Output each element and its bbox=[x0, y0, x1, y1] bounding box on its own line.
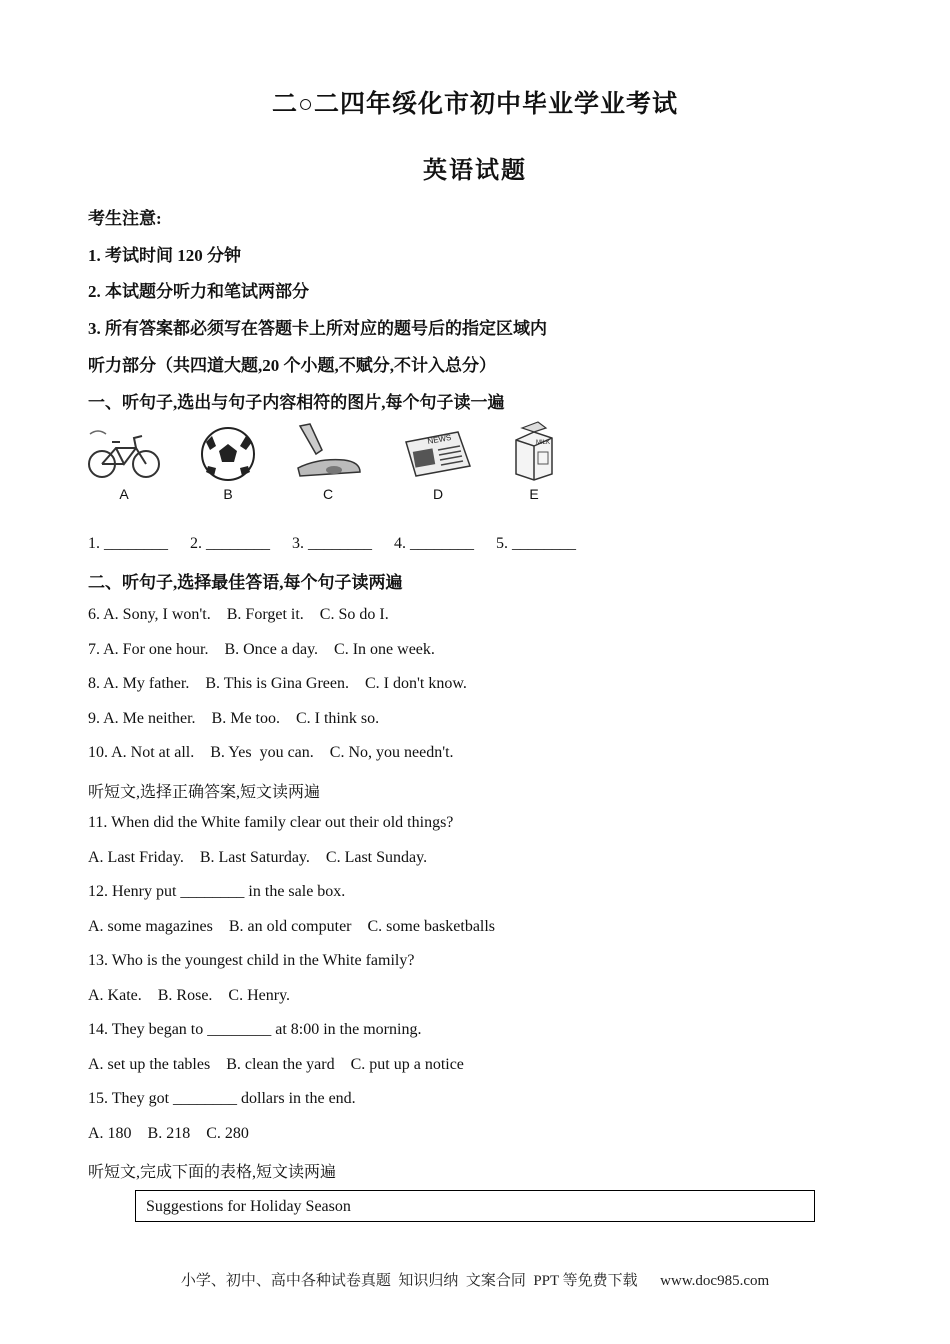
table-title: Suggestions for Holiday Season bbox=[146, 1198, 351, 1215]
part3-heading: 听短文,选择正确答案,短文读两遍 bbox=[88, 784, 321, 801]
question-line: 10. A. Not at all. B. Yes you can. C. No, you needn't. bbox=[88, 744, 454, 761]
question-line: 13. Who is the youngest child in the White family? bbox=[88, 952, 415, 969]
newspaper-icon bbox=[398, 420, 478, 485]
question-line: 9. A. Me neither. B. Me too. C. I think so. bbox=[88, 710, 380, 727]
answer-blank[interactable]: 4. ________ bbox=[394, 535, 474, 552]
answer-blanks bbox=[88, 535, 594, 553]
question-line: 12. Henry put ________ in the sale box. bbox=[88, 883, 346, 900]
picture-option-b bbox=[188, 420, 268, 510]
options-line: A. 180 B. 218 C. 280 bbox=[88, 1125, 249, 1142]
question-line: 14. They began to ________ at 8:00 in the morning. bbox=[88, 1021, 422, 1038]
milk-carton-icon bbox=[494, 420, 574, 485]
picture-option-d bbox=[398, 420, 478, 510]
picture-option-e bbox=[494, 420, 574, 510]
picture-option-a bbox=[84, 420, 164, 510]
note-item: 1. 考试时间 120 分钟 bbox=[88, 246, 241, 265]
options-line: A. some magazines B. an old computer C. some basketballs bbox=[88, 918, 496, 935]
exam-subtitle: 英语试题 bbox=[423, 158, 527, 184]
part4-heading: 听短文,完成下面的表格,短文读两遍 bbox=[88, 1164, 337, 1181]
part1-heading: 一、听句子,选出与句子内容相符的图片,每个句子读一遍 bbox=[88, 393, 505, 412]
answer-blank[interactable]: 2. ________ bbox=[190, 535, 270, 552]
picture-label: E bbox=[529, 486, 539, 502]
picture-label: B bbox=[223, 486, 233, 502]
options-line: A. Last Friday. B. Last Saturday. C. Last Sunday. bbox=[88, 849, 428, 866]
note-item: 2. 本试题分听力和笔试两部分 bbox=[88, 282, 309, 301]
answer-blank[interactable]: 1. ________ bbox=[88, 535, 168, 552]
note-item: 3. 所有答案都必须写在答题卡上所对应的题号后的指定区域内 bbox=[88, 319, 547, 338]
options-line: A. set up the tables B. clean the yard C. put up a notice bbox=[88, 1056, 464, 1073]
exam-title: 二○二四年绥化市初中毕业学业考试 bbox=[271, 91, 679, 118]
picture-label: C bbox=[322, 486, 334, 502]
question-line: 8. A. My father. B. This is Gina Green. C. I don't know. bbox=[88, 675, 467, 692]
svg-text:NEWS: NEWS bbox=[426, 432, 452, 446]
picture-option-c bbox=[288, 420, 368, 510]
answer-blank[interactable]: 3. ________ bbox=[292, 535, 372, 552]
options-line: A. Kate. B. Rose. C. Henry. bbox=[88, 987, 291, 1004]
page-footer: 小学、初中、高中各种试卷真题 知识归纳 文案合同 PPT 等免费下载 www.doc985.com bbox=[180, 1273, 770, 1289]
soccer-ball-icon bbox=[188, 420, 268, 485]
notes-heading: 考生注意: bbox=[88, 209, 162, 228]
question-line: 7. A. For one hour. B. Once a day. C. In one week. bbox=[88, 641, 435, 658]
picture-label: A bbox=[119, 486, 129, 502]
svg-text:MILK: MILK bbox=[536, 440, 551, 446]
shoe-icon bbox=[288, 420, 368, 485]
listening-heading: 听力部分（共四道大题,20 个小题,不赋分,不计入总分） bbox=[88, 356, 496, 375]
question-line: 6. A. Sony, I won't. B. Forget it. C. So do I. bbox=[88, 606, 389, 623]
picture-options bbox=[84, 420, 584, 510]
bicycle-icon bbox=[84, 420, 164, 485]
question-line: 11. When did the White family clear out their old things? bbox=[88, 814, 454, 831]
answer-blank[interactable]: 5. ________ bbox=[496, 535, 576, 552]
part2-heading: 二、听句子,选择最佳答语,每个句子读两遍 bbox=[88, 573, 403, 592]
question-line: 15. They got ________ dollars in the end. bbox=[88, 1090, 356, 1107]
picture-label: D bbox=[432, 486, 444, 502]
suggestions-table bbox=[135, 1190, 815, 1222]
